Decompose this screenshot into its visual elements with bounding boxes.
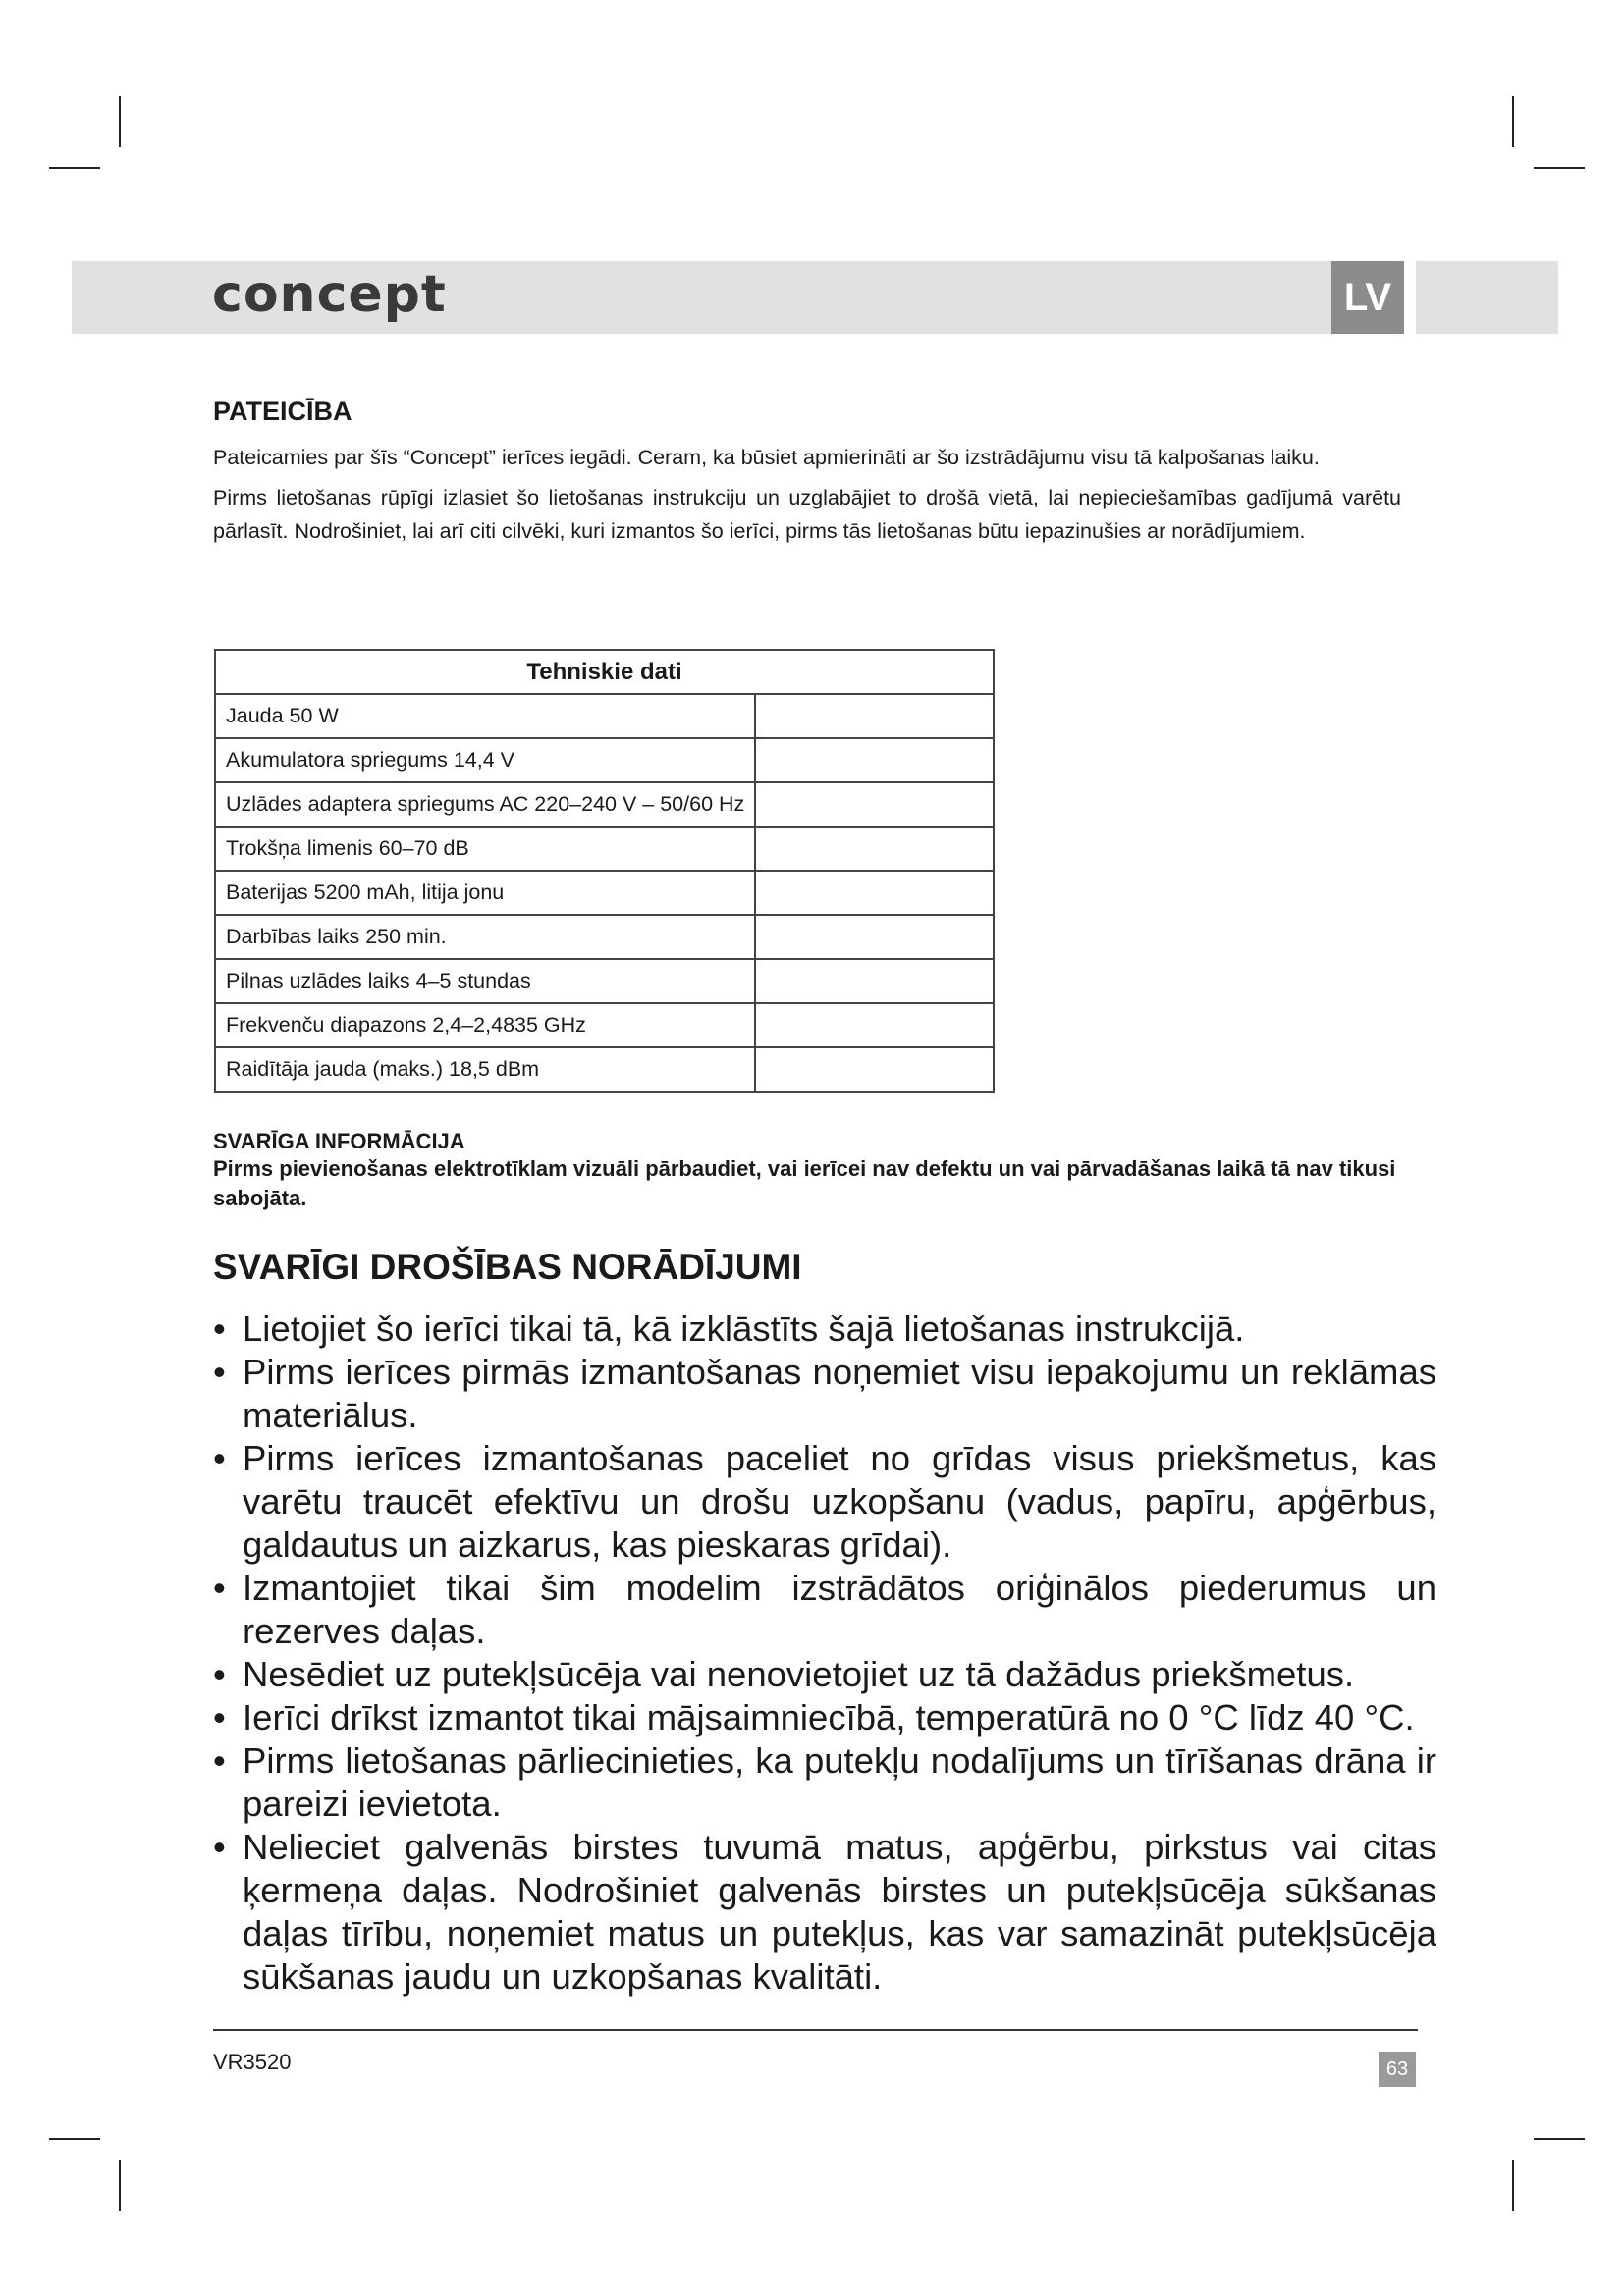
spec-title: Tehniskie dati <box>215 650 994 694</box>
spec-value <box>755 871 994 915</box>
crop-mark <box>1534 167 1585 169</box>
crop-mark <box>49 2138 100 2140</box>
safety-item-text: Nelieciet galvenās birstes tuvumā matus, apģērbu, pirkstus vai citas ķermeņa daļas. Nodrošiniet galvenās birstes un putekļsūcēja sūkšanas daļas tīrību, noņemiet matus un putekļus, kas var samazināt putekļsūcēja sūkšanas jaudu un uzkopšanas kvalitāti. <box>243 1827 1436 1997</box>
safety-list <box>213 1308 1436 1999</box>
safety-item-text: Ierīci drīkst izmantot tikai mājsaimniecībā, temperatūrā no 0 °C līdz 40 °C. <box>243 1697 1415 1737</box>
safety-item-text: Pirms lietošanas pārliecinieties, ka putekļu nodalījums un tīrīšanas drāna ir pareizi ievietota. <box>243 1740 1436 1824</box>
spec-label: Jauda 50 W <box>215 694 755 738</box>
spec-row <box>215 694 994 738</box>
spec-label: Uzlādes adaptera spriegums AC 220–240 V – 50/60 Hz <box>215 782 755 827</box>
thanks-paragraph-2: Pirms lietošanas rūpīgi izlasiet šo lietošanas instrukciju un uzglabājiet to drošā vietā, lai nepieciešamības gadījumā varētu pārlasīt. Nodrošiniet, lai arī citi cilvēki, kuri izmantos šo ierīci, pirms tās lietošanas būtu iepazinušies ar norādījumiem. <box>213 486 1401 543</box>
spec-value <box>755 782 994 827</box>
crop-mark <box>119 96 121 147</box>
spec-label: Baterijas 5200 mAh, litija jonu <box>215 871 755 915</box>
crop-mark <box>49 167 100 169</box>
language-badge: LV <box>1331 261 1404 334</box>
safety-item <box>213 1653 1436 1696</box>
bullet: • <box>213 1740 226 1781</box>
spec-row <box>215 871 994 915</box>
important-heading: SVARĪGA INFORMĀCIJA <box>213 1129 465 1153</box>
spec-label: Trokšņa limenis 60–70 dB <box>215 827 755 871</box>
important-section <box>213 1129 1401 1213</box>
spec-row <box>215 915 994 959</box>
safety-item-text: Pirms ierīces izmantošanas paceliet no grīdas visus priekšmetus, kas varētu traucēt efektīvu un drošu uzkopšanu (vadus, papīru, apģērbus, galdautus un aizkarus, kas pieskaras grīdai). <box>243 1438 1436 1565</box>
safety-item <box>213 1826 1436 1999</box>
spec-value <box>755 827 994 871</box>
safety-item <box>213 1696 1436 1739</box>
safety-section <box>213 1247 1436 1999</box>
safety-heading: SVARĪGI DROŠĪBAS NORĀDĪJUMI <box>213 1247 802 1287</box>
safety-item <box>213 1308 1436 1351</box>
spec-row <box>215 959 994 1003</box>
spec-row <box>215 738 994 782</box>
spec-label: Raidītāja jauda (maks.) 18,5 dBm <box>215 1047 755 1092</box>
header-divider <box>1404 261 1416 334</box>
spec-value <box>755 694 994 738</box>
spec-title-row <box>215 650 994 694</box>
spec-label: Akumulatora spriegums 14,4 V <box>215 738 755 782</box>
bullet: • <box>213 1654 226 1694</box>
thanks-paragraph-1: Pateicamies par šīs “Concept” ierīces iegādi. Ceram, ka būsiet apmierināti ar šo izstrādājumu visu tā kalpošanas laiku. <box>213 446 1320 469</box>
bullet: • <box>213 1308 226 1349</box>
bullet: • <box>213 1438 226 1478</box>
safety-item <box>213 1567 1436 1653</box>
spec-value <box>755 959 994 1003</box>
spec-label: Frekvenču diapazons 2,4–2,4835 GHz <box>215 1003 755 1047</box>
crop-mark <box>1512 2160 1514 2211</box>
thanks-section <box>213 397 1401 548</box>
page-number: 63 <box>1379 2052 1416 2087</box>
spec-table <box>214 649 995 1093</box>
crop-mark <box>1534 2138 1585 2140</box>
crop-mark <box>119 2160 121 2211</box>
thanks-heading: PATEICĪBA <box>213 397 352 426</box>
spec-value <box>755 1003 994 1047</box>
safety-item <box>213 1739 1436 1826</box>
footer-divider <box>213 2029 1418 2031</box>
safety-item <box>213 1437 1436 1567</box>
spec-value <box>755 738 994 782</box>
safety-item-text: Izmantojiet tikai šim modelim izstrādātos oriģinālos piederumus un rezerves daļas. <box>243 1568 1436 1651</box>
spec-row <box>215 1003 994 1047</box>
spec-label: Pilnas uzlādes laiks 4–5 stundas <box>215 959 755 1003</box>
spec-row <box>215 782 994 827</box>
spec-label: Darbības laiks 250 min. <box>215 915 755 959</box>
safety-item-text: Lietojiet šo ierīci tikai tā, kā izklāstīts šajā lietošanas instrukcijā. <box>243 1308 1245 1349</box>
safety-item-text: Nesēdiet uz putekļsūcēja vai nenovietojiet uz tā dažādus priekšmetus. <box>243 1654 1355 1694</box>
bullet: • <box>213 1697 226 1737</box>
bullet: • <box>213 1352 226 1392</box>
important-text: Pirms pievienošanas elektrotīklam vizuāli pārbaudiet, vai ierīcei nav defektu un vai pārvadāšanas laikā tā nav tikusi sabojāta. <box>213 1156 1396 1210</box>
crop-mark <box>1512 96 1514 147</box>
spec-row <box>215 827 994 871</box>
bullet: • <box>213 1827 226 1867</box>
model-number: VR3520 <box>213 2050 292 2074</box>
brand-logo: concept <box>212 265 447 324</box>
spec-row <box>215 1047 994 1092</box>
bullet: • <box>213 1568 226 1608</box>
spec-value <box>755 915 994 959</box>
safety-item <box>213 1351 1436 1437</box>
safety-item-text: Pirms ierīces pirmās izmantošanas noņemiet visu iepakojumu un reklāmas materiālus. <box>243 1352 1436 1435</box>
spec-value <box>755 1047 994 1092</box>
